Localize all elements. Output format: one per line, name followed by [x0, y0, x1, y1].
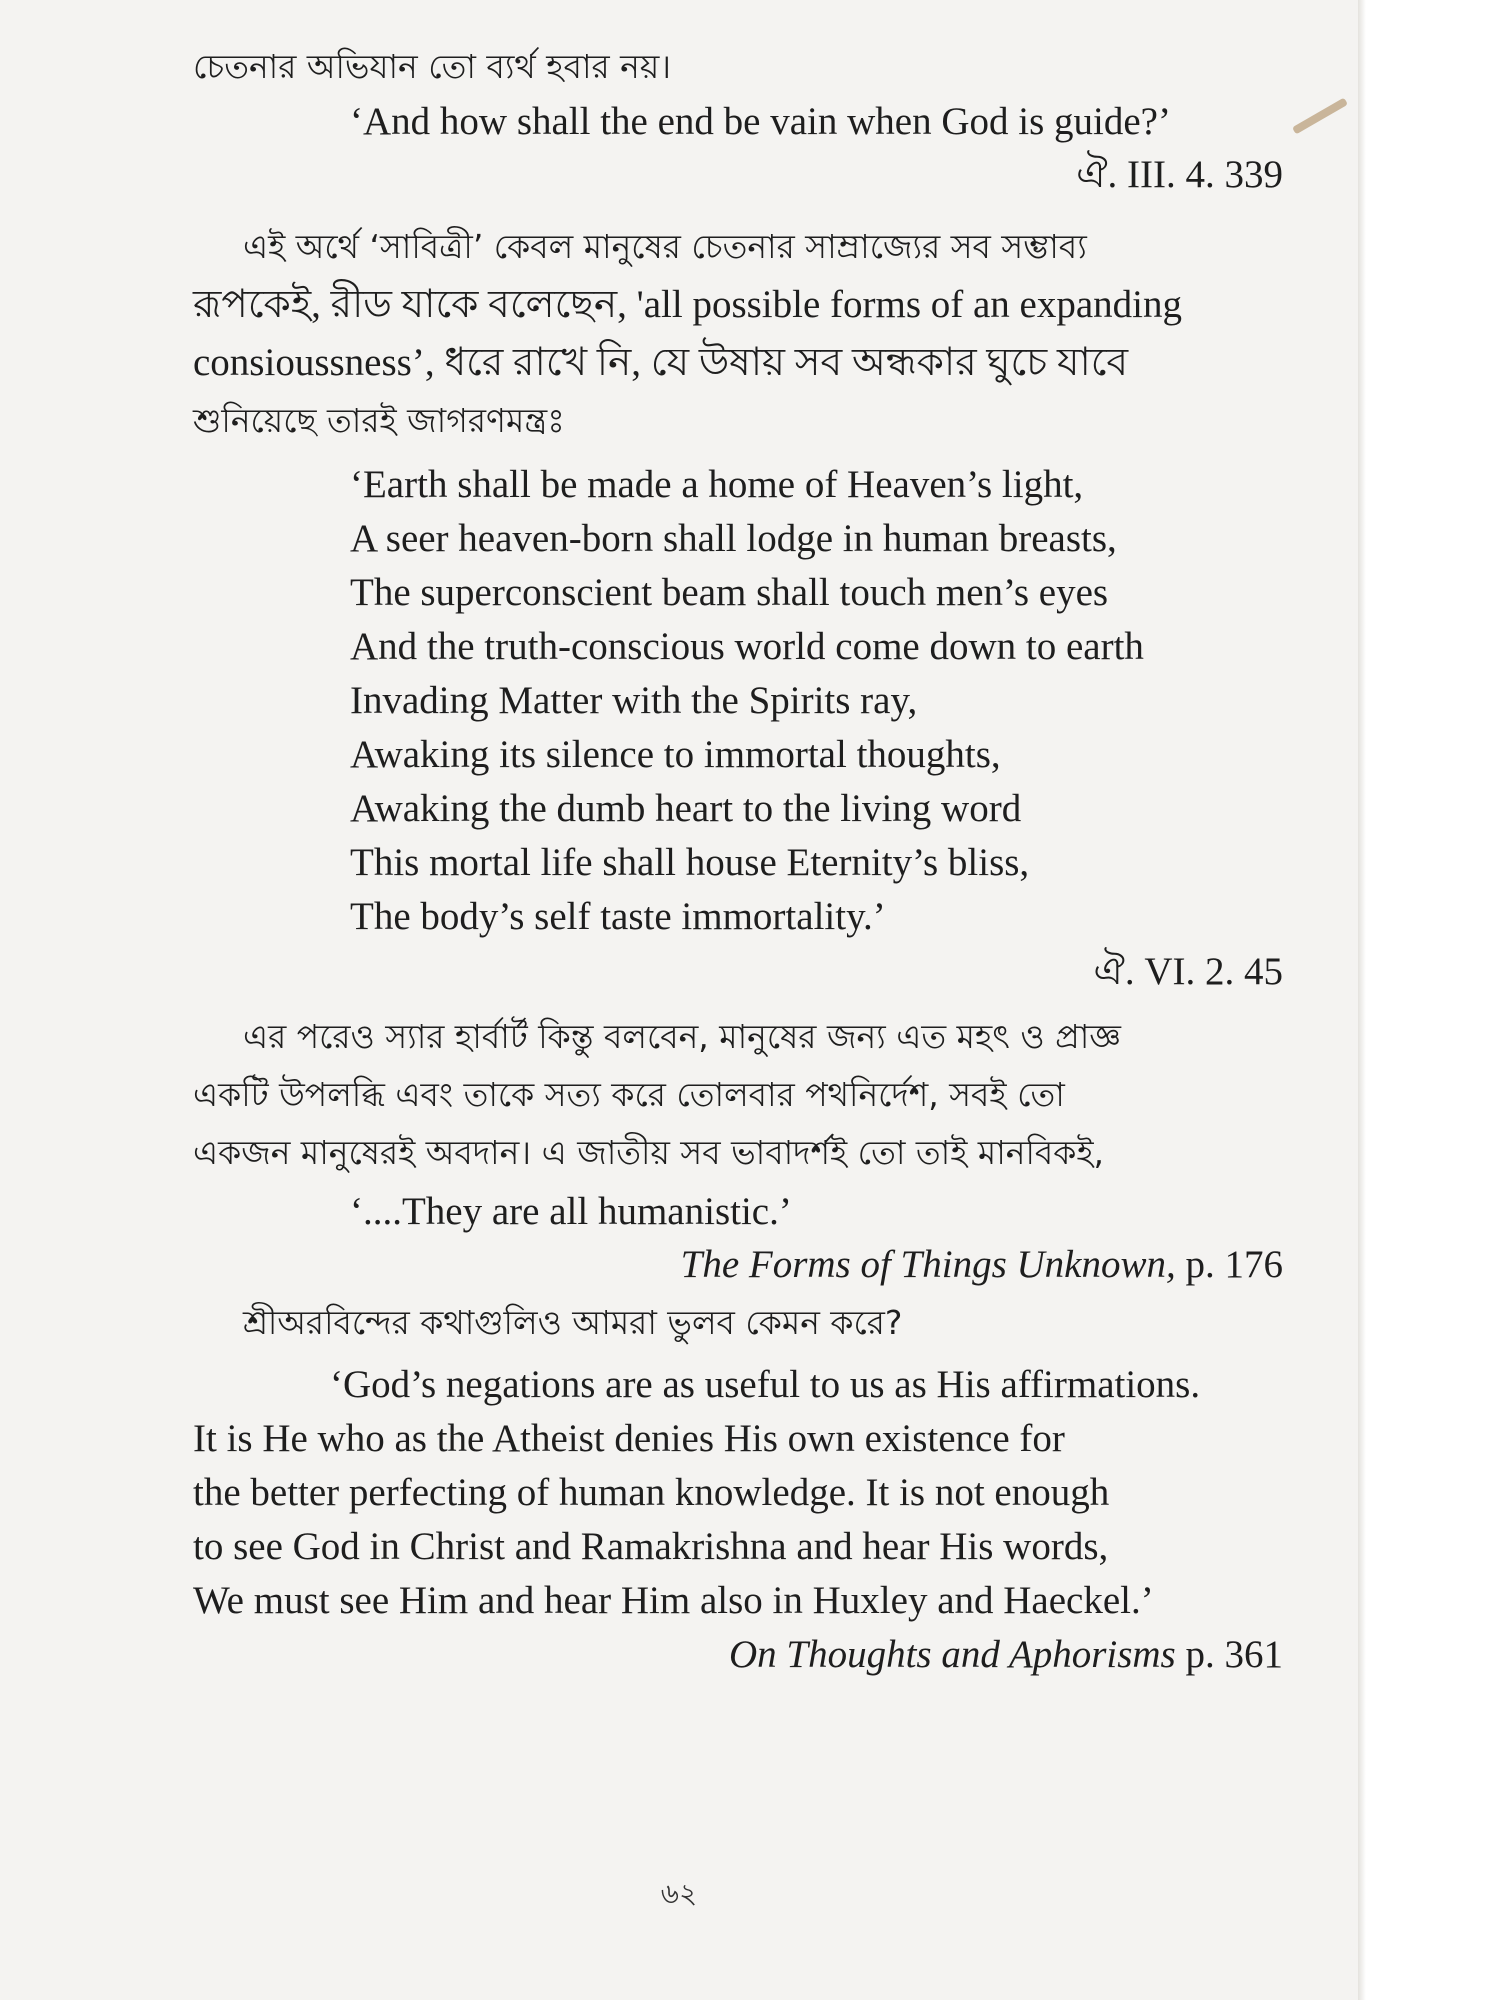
- quote-3-line: to see God in Christ and Ramakrishna and hear His words,: [193, 1525, 1109, 1568]
- paragraph-1-line-1: এই অর্থে ‘সাবিত্রী’ কেবল মানুষের চেতনার সাম্রাজ্যের সব সম্ভাব্য: [243, 227, 1087, 266]
- verse-line: A seer heaven-born shall lodge in human breasts,: [350, 517, 1117, 560]
- quote-1: ‘And how shall the end be vain when God is guide?’: [350, 100, 1171, 143]
- reference-3: [193, 1238, 1283, 1291]
- reference-4-title: On Thoughts and Aphorisms: [728, 1633, 1176, 1676]
- verse-line: Awaking its silence to immortal thoughts,: [350, 733, 1001, 776]
- reference-3-page: p. 176: [1175, 1243, 1283, 1286]
- paragraph-3: শ্রীঅরবিন্দের কথাগুলিও আমরা ভুলব কেমন করে?: [243, 1303, 903, 1342]
- verse-line: ‘Earth shall be made a home of Heaven’s light,: [350, 463, 1084, 506]
- verse-line: Awaking the dumb heart to the living word: [350, 787, 1022, 830]
- verse-line: This mortal life shall house Eternity’s bliss,: [350, 841, 1030, 884]
- quote-3-line: the better perfecting of human knowledge. It is not enough: [193, 1471, 1110, 1514]
- reference-4: [193, 1628, 1283, 1681]
- quote-3-line: It is He who as the Atheist denies His own existence for: [193, 1417, 1065, 1460]
- reference-3-title: The Forms of Things Unknown,: [680, 1243, 1176, 1286]
- page-marker: [1292, 98, 1348, 135]
- paragraph-2-line-2: একটি উপলব্ধি এবং তাকে সত্য করে তোলবার পথনির্দেশ, সবই তো: [193, 1075, 1065, 1114]
- quote-3-line: ‘God’s negations are as useful to us as His affirmations.: [330, 1363, 1201, 1406]
- reference-1: ঐ. III. 4. 339: [1076, 153, 1283, 196]
- page-edge: [1358, 0, 1366, 2000]
- paragraph-2-line-3: একজন মানুষেরই অবদান। এ জাতীয় সব ভাবাদর্শই তো তাই মানবিকই,: [193, 1133, 1105, 1172]
- reference-2: ঐ. VI. 2. 45: [1093, 950, 1283, 993]
- paragraph-1-line-2: রূপকেই, রীড যাকে বলেছেন, 'all possible forms of an expanding: [193, 283, 1183, 326]
- quote-2: ‘....They are all humanistic.’: [350, 1190, 792, 1233]
- verse-line: Invading Matter with the Spirits ray,: [350, 679, 918, 722]
- verse-line: And the truth-conscious world come down to earth: [350, 625, 1144, 668]
- reference-4-page: p. 361: [1175, 1633, 1283, 1676]
- verse-line: The superconscient beam shall touch men’s eyes: [350, 571, 1109, 614]
- verse-line: The body’s self taste immortality.’: [350, 895, 886, 938]
- paragraph-1-line-3: consioussness’, ধরে রাখে নি, যে উষায় সব অন্ধকার ঘুচে যাবে: [193, 341, 1129, 384]
- paragraph-1-line-4: শুনিয়েছে তারই জাগরণমন্ত্রঃ: [193, 401, 565, 440]
- paragraph-2-line-1: এর পরেও স্যার হার্বার্ট কিন্তু বলবেন, মানুষের জন্য এত মহৎ ও প্রাজ্ঞ: [243, 1017, 1121, 1056]
- page-number: ৬২: [660, 1877, 698, 1910]
- bengali-line-1: চেতনার অভিযান তো ব্যর্থ হবার নয়।: [193, 47, 672, 86]
- quote-3-line: We must see Him and hear Him also in Huxley and Haeckel.’: [193, 1579, 1154, 1622]
